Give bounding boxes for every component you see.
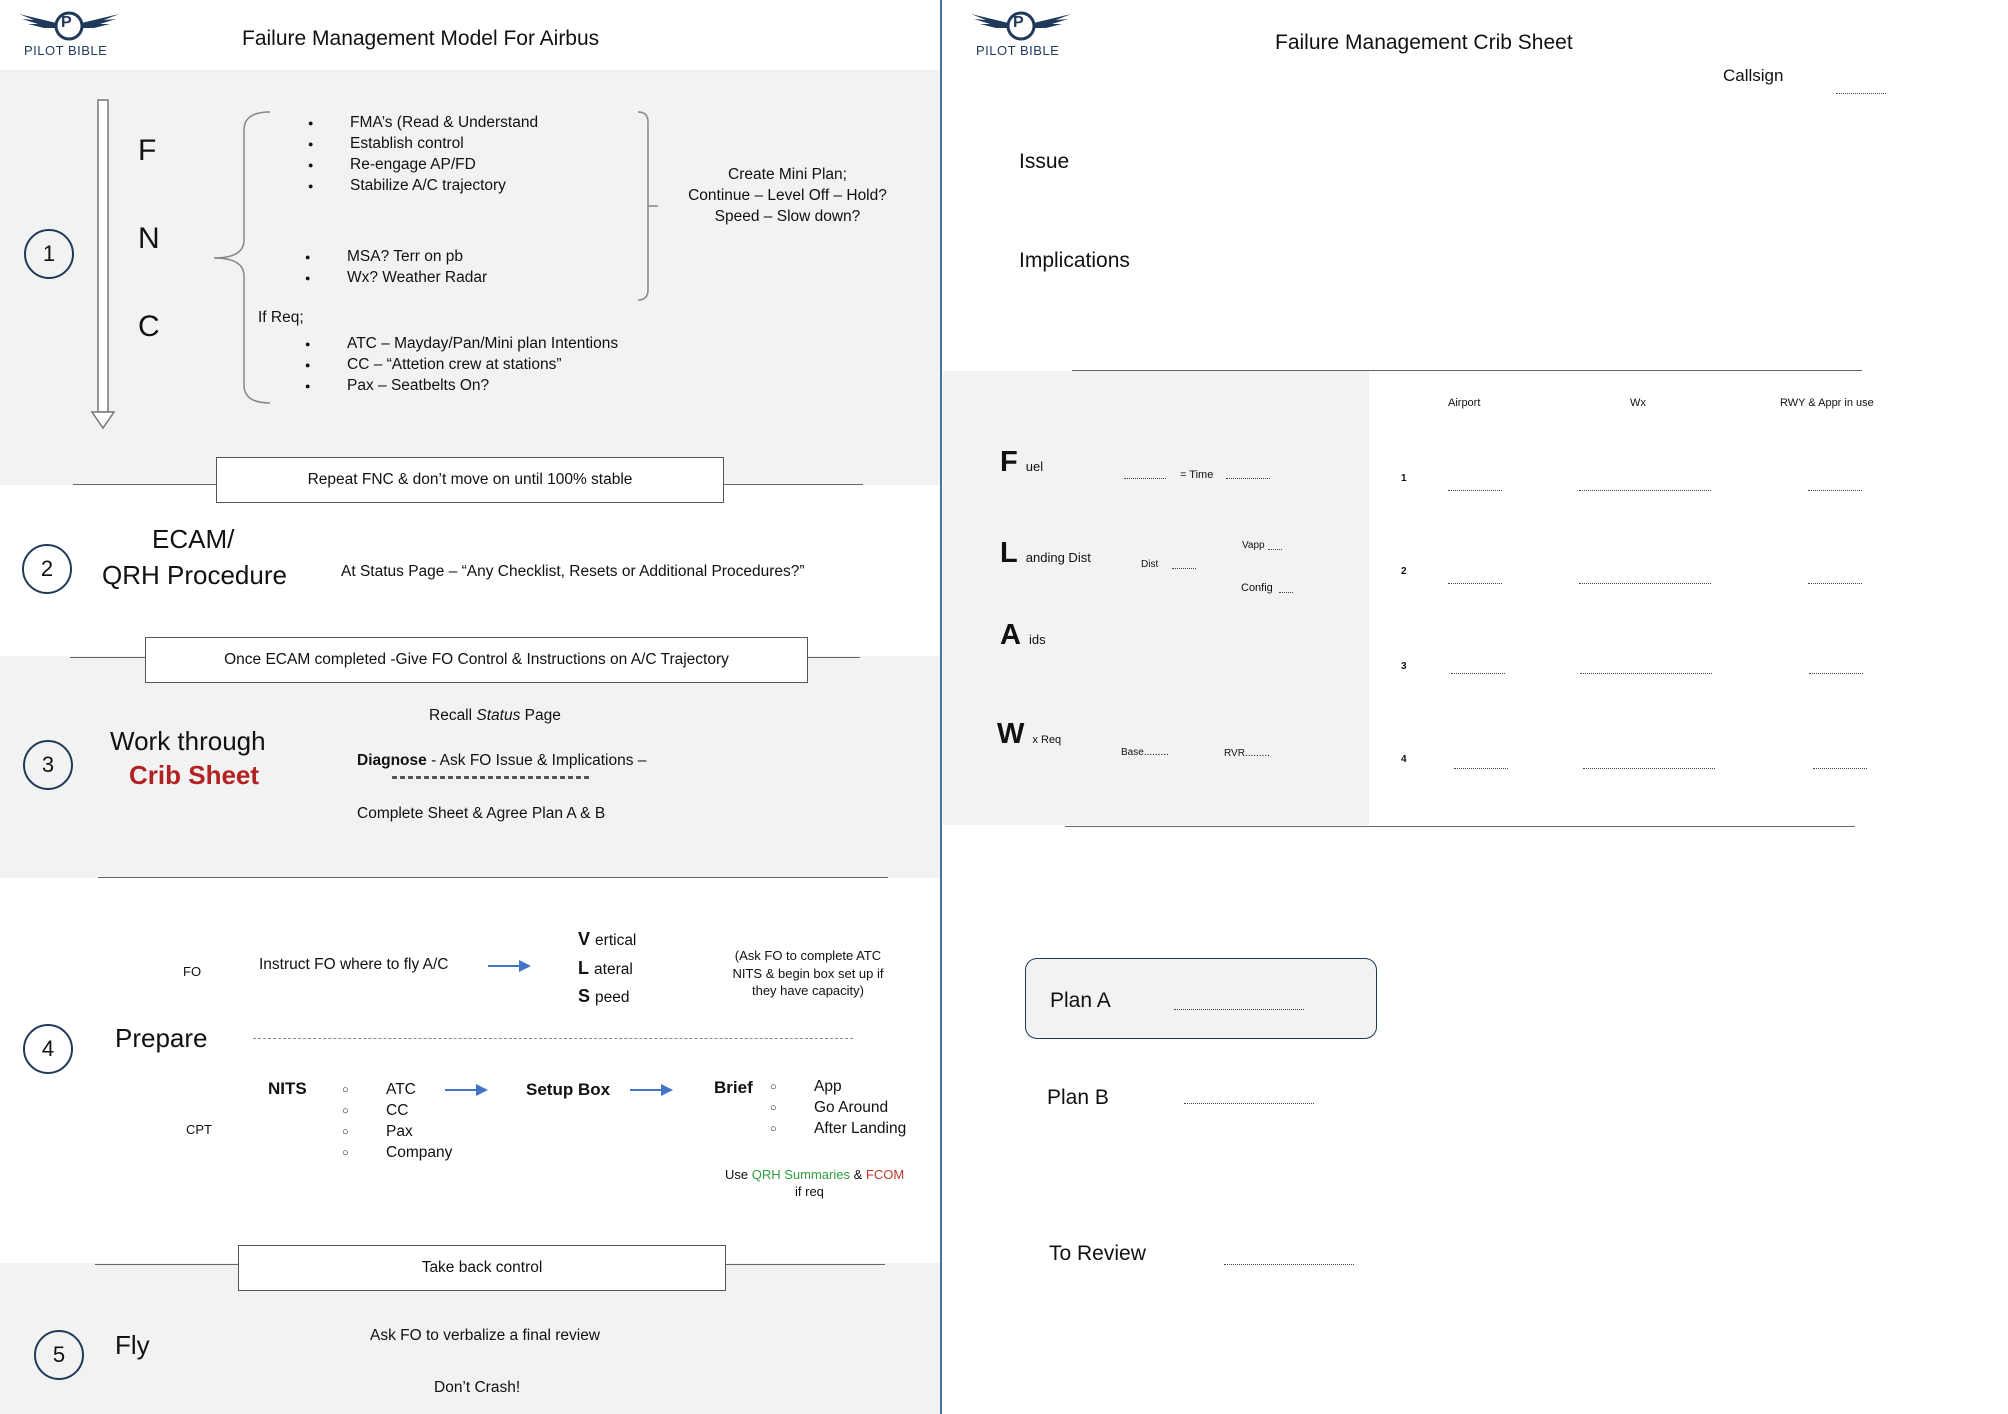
time-field[interactable] — [1226, 478, 1270, 479]
ask-fo-verbalize-text: Ask FO to verbalize a final review — [370, 1327, 601, 1344]
callsign-label: Callsign — [1723, 66, 1784, 85]
right-page-title: Failure Management Crib Sheet — [1275, 31, 1573, 54]
logo-letter: P — [1013, 14, 1024, 31]
airport-field[interactable] — [1451, 673, 1505, 674]
table-header-airport: Airport — [1448, 397, 1481, 409]
recall-pre: Recall — [429, 707, 477, 724]
vls-rest: ateral — [594, 960, 633, 978]
fuel-letter: F — [1000, 446, 1018, 478]
vapp-label: Vapp — [1242, 540, 1265, 551]
wx-field[interactable] — [1583, 768, 1715, 769]
to-review-field[interactable] — [1224, 1264, 1354, 1265]
table-header-rwy: RWY & Appr in use — [1780, 397, 1874, 409]
dist-label: Dist — [1141, 559, 1159, 570]
nits-item: ○ ATC — [386, 1079, 452, 1100]
c-item-list — [347, 333, 618, 396]
use-label: Use — [725, 1167, 752, 1182]
step-1-circle: 1 — [24, 229, 74, 279]
status-page-text: At Status Page – “Any Checklist, Resets or Additional Procedures?” — [341, 563, 805, 580]
ecam-complete-box: Once ECAM completed -Give FO Control & Instructions on A/C Trajectory — [145, 637, 808, 683]
wx-letter: W — [997, 718, 1025, 750]
right-arrow-icon — [488, 965, 528, 967]
step-3-circle: 3 — [23, 740, 73, 790]
nits-item: ○ Company — [386, 1142, 452, 1163]
logo-text: PILOT BIBLE — [24, 43, 108, 58]
ask-fo-line: (Ask FO to complete ATC — [734, 948, 882, 963]
aids-letter: A — [1000, 619, 1021, 651]
nits-label: NITS — [268, 1079, 307, 1098]
nits-item: ○ Pax — [386, 1121, 452, 1142]
crib-sheet-title: Crib Sheet — [129, 760, 260, 790]
if-req-label: If Req; — [258, 309, 304, 326]
table-row-num: 4 — [1401, 754, 1407, 765]
mini-plan-line: Continue – Level Off – Hold? — [688, 187, 887, 204]
table-row-num: 1 — [1401, 473, 1407, 484]
vls-rest: peed — [595, 989, 630, 1006]
mini-plan-line: Speed – Slow down? — [714, 208, 861, 225]
letter-f: F — [138, 134, 157, 167]
config-field[interactable] — [1279, 592, 1293, 593]
fcom-link: FCOM — [865, 1167, 905, 1182]
brief-label: Brief — [714, 1078, 753, 1097]
time-label: = Time — [1180, 469, 1214, 481]
left-page-title: Failure Management Model For Airbus — [242, 27, 600, 50]
fly-title: Fly — [115, 1330, 150, 1360]
wx-rest: x Req — [1032, 734, 1062, 746]
down-arrow-icon — [90, 98, 116, 430]
f-item: ● FMA’s (Read & Understand — [350, 112, 538, 133]
brief-list — [814, 1076, 906, 1139]
left-brace — [212, 110, 272, 405]
ask-fo-line: NITS & begin box set up if — [732, 965, 884, 981]
f-item-list — [350, 112, 538, 196]
landing-rest: anding Dist — [1025, 550, 1091, 565]
clipped-text-remnant — [392, 776, 592, 779]
page-divider — [940, 0, 942, 1414]
ask-fo-note — [718, 947, 898, 1000]
step-2-circle: 2 — [22, 544, 72, 594]
take-back-control-box: Take back control — [238, 1245, 726, 1291]
divider-line — [1065, 826, 1855, 827]
right-arrow-icon — [630, 1089, 670, 1091]
vls-letter: L — [578, 957, 589, 978]
letter-c: C — [138, 310, 160, 343]
ask-fo-line: they have capacity) — [751, 983, 864, 998]
config-label: Config — [1241, 582, 1273, 594]
c-item: ● CC – “Attetion crew at stations” — [347, 354, 618, 375]
rwy-field[interactable] — [1808, 490, 1862, 491]
divider-line — [98, 877, 888, 878]
base-field[interactable]: Base......... — [1121, 747, 1169, 758]
right-arrow-icon — [445, 1089, 485, 1091]
instruct-fo-text: Instruct FO where to fly A/C — [259, 956, 449, 973]
brief-item: ○ Go Around — [814, 1097, 906, 1118]
mini-plan-text — [680, 164, 895, 227]
step-5-circle: 5 — [34, 1330, 84, 1380]
work-through-title: Work through — [110, 726, 266, 756]
callsign-field[interactable] — [1836, 93, 1886, 94]
dashed-separator — [253, 1038, 853, 1039]
mini-plan-line: Create Mini Plan; — [728, 166, 847, 183]
pilot-bible-logo — [14, 10, 124, 60]
wx-field[interactable] — [1580, 673, 1712, 674]
if-req-note: if req — [795, 1184, 824, 1199]
wx-row — [997, 718, 1061, 751]
vls-letter: S — [578, 986, 591, 1006]
issue-label: Issue — [1019, 150, 1070, 173]
logo-letter: P — [61, 14, 72, 31]
ecam-title-line1: ECAM/ — [152, 524, 235, 554]
recall-post: Page — [520, 707, 561, 724]
diagnose-text — [357, 752, 646, 770]
vls-rest: ertical — [595, 932, 637, 949]
c-item: ● ATC – Mayday/Pan/Mini plan Intentions — [347, 333, 618, 354]
plan-a-label: Plan A — [1050, 989, 1111, 1012]
table-header-wx: Wx — [1630, 397, 1646, 409]
wx-field[interactable] — [1579, 490, 1711, 491]
landing-letter: L — [1000, 537, 1018, 569]
recall-status-text — [429, 707, 561, 725]
rvr-field[interactable]: RVR......... — [1224, 748, 1270, 759]
dont-crash-text: Don’t Crash! — [434, 1379, 521, 1396]
prepare-title: Prepare — [115, 1023, 208, 1053]
brief-item: ○ App — [814, 1076, 906, 1097]
amp-label: & — [849, 1167, 866, 1182]
plan-a-field[interactable] — [1174, 1009, 1304, 1010]
f-item: ● Re-engage AP/FD — [350, 154, 538, 175]
fo-label: FO — [183, 964, 202, 979]
plan-b-field[interactable] — [1184, 1103, 1314, 1104]
nits-list — [386, 1079, 452, 1163]
vls-letter: V — [578, 929, 591, 949]
c-item: ● Pax – Seatbelts On? — [347, 375, 618, 396]
table-row-num: 3 — [1401, 661, 1407, 672]
nits-item: ○ CC — [386, 1100, 452, 1121]
n-item: ● Wx? Weather Radar — [347, 267, 487, 288]
diagnose-rest: - Ask FO Issue & Implications – — [426, 752, 647, 769]
f-item: ● Stabilize A/C trajectory — [350, 175, 538, 196]
wx-field[interactable] — [1579, 583, 1711, 584]
n-item-list — [347, 246, 487, 288]
fuel-row — [1000, 446, 1043, 479]
implications-label: Implications — [1019, 249, 1130, 272]
rwy-field[interactable] — [1808, 583, 1862, 584]
logo-text: PILOT BIBLE — [976, 43, 1060, 58]
use-qrh-fcom-text — [725, 1167, 904, 1182]
setup-box-label: Setup Box — [526, 1080, 611, 1099]
step-4-circle: 4 — [23, 1024, 73, 1074]
landing-row — [1000, 537, 1091, 570]
letter-n: N — [138, 222, 160, 255]
repeat-fnc-box: Repeat FNC & don’t move on until 100% stable — [216, 457, 724, 503]
pilot-bible-logo-right — [966, 10, 1076, 60]
ecam-title-line2: QRH Procedure — [102, 560, 287, 590]
cpt-label: CPT — [186, 1122, 212, 1137]
airport-field[interactable] — [1454, 768, 1508, 769]
aids-row — [1000, 619, 1046, 652]
diagnose-bold: Diagnose — [357, 752, 427, 769]
rwy-field[interactable] — [1809, 673, 1863, 674]
to-review-label: To Review — [1049, 1242, 1146, 1265]
n-item: ● MSA? Terr on pb — [347, 246, 487, 267]
fuel-field[interactable] — [1124, 478, 1166, 479]
airport-field[interactable] — [1448, 490, 1502, 491]
vapp-field[interactable] — [1268, 549, 1282, 550]
plan-b-label: Plan B — [1047, 1086, 1109, 1109]
f-item: ● Establish control — [350, 133, 538, 154]
aids-rest: ids — [1029, 632, 1046, 647]
vls-list — [578, 926, 636, 1012]
fuel-rest: uel — [1025, 459, 1044, 474]
qrh-summaries-link: QRH Summaries — [751, 1167, 850, 1182]
recall-em: Status — [476, 707, 521, 724]
dist-field[interactable] — [1172, 568, 1196, 569]
right-bracket — [636, 110, 660, 302]
table-row-num: 2 — [1401, 566, 1407, 577]
complete-sheet-text: Complete Sheet & Agree Plan A & B — [357, 805, 606, 822]
airport-field[interactable] — [1448, 583, 1502, 584]
rwy-field[interactable] — [1813, 768, 1867, 769]
brief-item: ○ After Landing — [814, 1118, 906, 1139]
